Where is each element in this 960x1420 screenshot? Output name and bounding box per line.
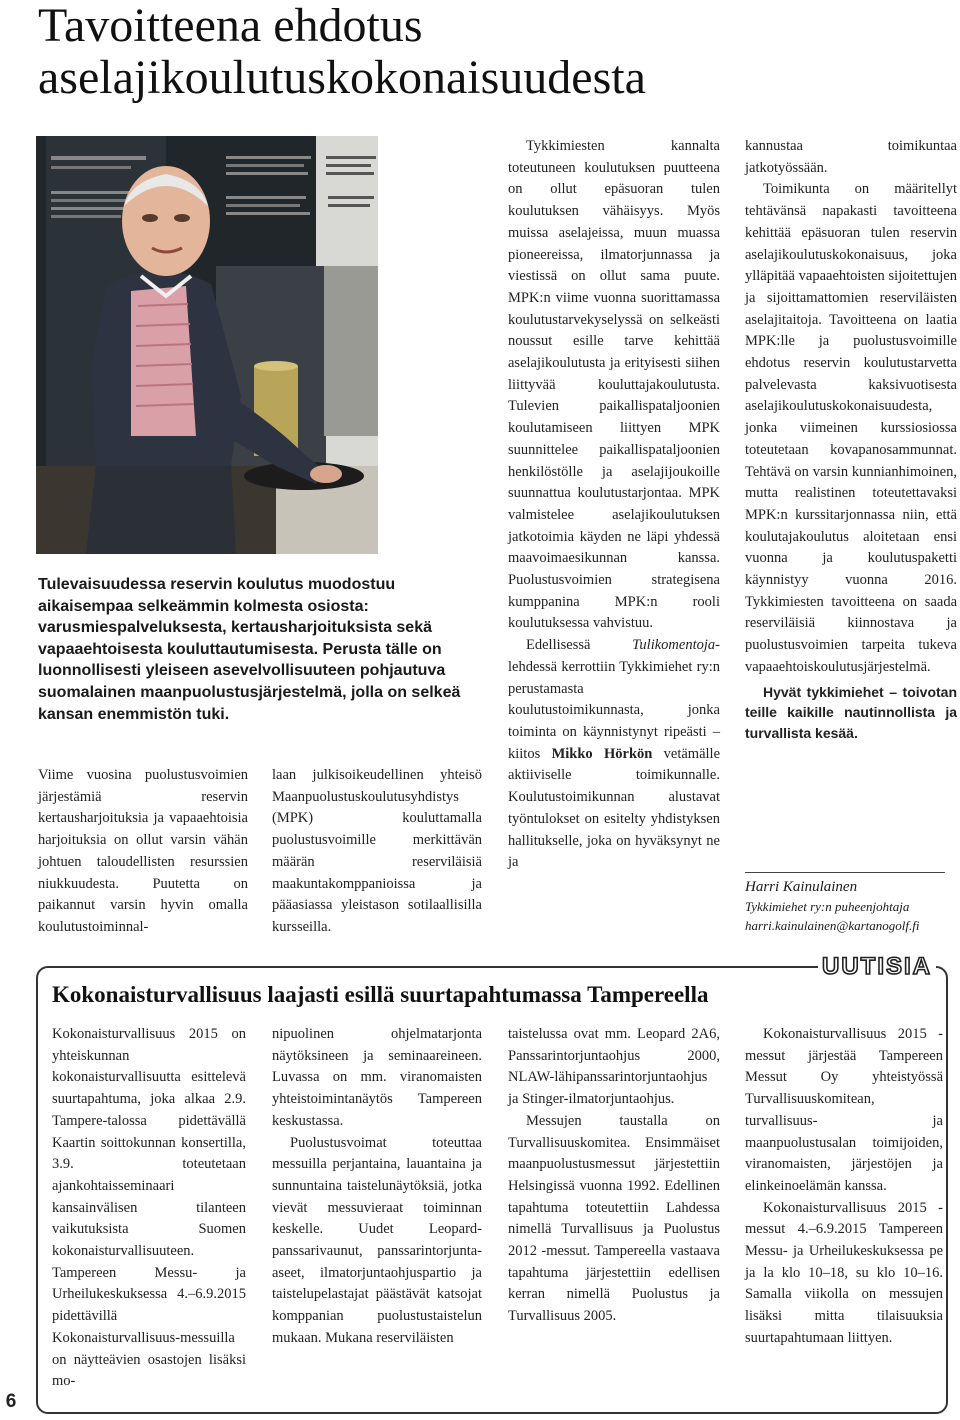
- magazine-name: Tulikomentoja: [632, 637, 716, 654]
- closing-greeting: Hyvät tykkimiehet – toivotan teille kaikille nautinnollista ja turvallista kesää.: [745, 683, 957, 741]
- news-col3-paragraph-2: Messujen taustalla on Turvallisuuskomitea. Ensimmäiset maanpuolustusmessut järjestettiin Helsingissä vuonna 1992. Edellinen tapahtuma toteutettiin Lahdessa nimellä Turvallisuus ja Puolustus 2012 -messut. Tampereella vastaava tapahtuma järjestettiin edellisen kerran nimellä Puolustus ja Turvallisuus 2005.: [508, 1112, 720, 1325]
- news-col4-paragraph-1: Kokonaisturvallisuus 2015 -messut järjestää Tampereen Messut Oy yhteistyössä Turvallisuuskomitean, turvallisuus- ja maanpuolustusalan toimijoiden, viranomaisten, järjestöjen ja elinkeinoelämän kanssa.: [745, 1026, 943, 1194]
- portrait-photo: [36, 136, 378, 554]
- article-column-3: [508, 136, 720, 874]
- signature-block: [745, 872, 955, 935]
- article-col3-paragraph-1: Tykkimiesten kannalta toteutuneen koulutuksen puutteena on ollut epäsuoran tulen koulutuksen vähäisyys. Myös muissa aselajeissa, muun muassa pioneereissa, ilmatorjunnassa ja viestissä on ollut sama puute. MPK:n viime vuonna suorittamassa koulutustarvekyselyssä on selkeästi noussut esille tarve kehittää aselajikoulutusta ja erityisesti siihen liittyvää kouluttajakoulutusta. Tulevien paikallispataljoonien koulutamiseen liittyen MPK suunnittelee paikallispataljoonien henkilöstölle ja aselajijoukoille suunnattua koulutustarjontaa. MPK valmistelee aselajikoulutuksen jatkotoimia käyden ne läpi yhdessä maavoimaesikunnan kanssa. Puolustusvoimien strategisena kumppanina MPK:n rooli koulutuksessa vahvistuu.: [508, 138, 720, 632]
- article-col3-text-b: -lehdessä kerrottiin Tykkimiehet ry:n perustamasta koulutustoimikunnasta, jonka toiminta on käynnistynyt ripeästi – kiitos: [508, 637, 720, 762]
- news-column-1: [52, 1024, 246, 1393]
- article-column-1: [38, 765, 248, 939]
- uutisia-badge-graphic: [818, 951, 936, 979]
- portrait-photo-illustration: [36, 136, 378, 554]
- news-col2-paragraph-1: nipuolinen ohjelmatarjonta näytöksineen ja seminaareineen. Luvassa on mm. viranomaisten yhteistoimintanäytös Tampereen keskustassa.: [272, 1026, 482, 1129]
- news-column-3: [508, 1024, 720, 1328]
- article-col2-text: laan julkisoikeudellinen yhteisö Maanpuolustuskoulutusyhdistys (MPK) kouluttamalla puolustusvoimille merkittävän määrän reserviläisiä maakuntakomppanioissa ja pääasiassa yleistason sotilaallisilla kursseilla.: [272, 767, 482, 935]
- article-col4-paragraph-2: Toimikunta on määritellyt tehtävänsä napakasti tavoitteena kehittää epäsuoran tulen reservin aselajikoulutuskokonaisuus, joka ylläpitää vapaaehtoisten sijoitettujen ja sijoittamattomien reserviläisten aselajitaitoja. Tavoitteena on laatia MPK:lle ja puolustusvoimille ehdotus reservin koulutustarvetta palvelevasta kaksivuotisesta aselajikoulutuskokonaisuudesta, jonka viimeinen kurssiosiossa toteutetaan kovapanosammunnat. Tehtävä on varsin kunnianhimoinen, mutta realistinen toteutettavaksi MPK:n kurssitarjonnassa niin, että koulutajakoulutus aloitetaan ensi vuonna ja koulutuspaketti käynnistyy vuonna 2016. Tykkimiesten tavoitteena on saada reserviläisiä kiinnostava ja puolustusvoimien tarpeita tukeva vapaaehtoiskoulutusjärjestelmä.: [745, 181, 957, 675]
- headline-line-2: aselajikoulutuskokonaisuudesta: [38, 51, 646, 104]
- news-title: Kokonaisturvallisuus laajasti esillä suurtapahtumassa Tampereella: [52, 982, 709, 1007]
- uutisia-badge: [818, 951, 936, 979]
- news-col2-paragraph-2: Puolustusvoimat toteuttaa messuilla perjantaina, lauantaina ja sunnuntaina taistelunäytöksiä, jotka vievät messuvieraat toiminnan keskelle. Uudet Leopard-panssarivaunut, panssarintorjunta-aseet, ilmatorjuntaohjuspartio ja taistelupelastajat päästävät katsojat komppanian puolustustaistelun mukaan. Mukana reserviläisten: [272, 1134, 482, 1346]
- signature-divider: [745, 872, 945, 873]
- news-col1-text: Kokonaisturvallisuus 2015 on yhteiskunnan kokonaisturvallisuutta esittelevä suurtapahtuma, joka alkaa 2.9. Tampere-talossa pidettävällä Kaartin soittokunnan konsertilla, 3.9. toteutetaan ajankohtaisseminaari kansainvälisen tilanteen vaikutuksista Suomen kokonaisturvallisuuteen. Tampereen Messu- ja Urheilukeskuksessa 4.–6.9.2015 pidettävillä Kokonaisturvallisuus-messuilla on näytteävien osastojen lisäksi mo-: [52, 1026, 246, 1390]
- page-number: 6: [0, 1383, 22, 1420]
- news-column-2: [272, 1024, 482, 1350]
- signature-email: harri.kainulainen@kartanogolf.fi: [745, 918, 920, 933]
- article-col1-text: Viime vuosina puolustusvoimien järjestämiä reservin kertausharjoituksia ja vapaaehtoisia harjoituksia on ollut varsin vähän johtuen taloudellisten resurssien niukkuudesta. Puutetta on paikannut varsin hyvin omalla koulutustoiminnal-: [38, 767, 248, 935]
- uutisia-badge-label: UUTISIA: [822, 953, 932, 979]
- news-column-4: [745, 1024, 943, 1350]
- article-column-2: [272, 765, 482, 939]
- lead-paragraph: Tulevaisuudessa reservin koulutus muodostuu aikaisempaa selkeämmin kolmesta osiosta: varusmiespalveluksesta, kertausharjoituksista sekä vapaaehtoisesta kouluttautumisesta. Perusta tälle on luonnollisesti yleiseen asevelvollisuuteen pohjautuva suomalainen maanpuolustusjärjestelmä, jolla on selkeä kansan enemmistön tuki.: [38, 576, 461, 723]
- headline: [38, 0, 918, 104]
- article-col3-paragraph-2: [508, 635, 720, 874]
- article-col4-paragraph-1: kannustaa toimikuntaa jatkotyössään.: [745, 138, 957, 176]
- headline-line-1: Tavoitteena ehdotus: [38, 0, 423, 52]
- signature-name: Harri Kainulainen: [745, 879, 858, 895]
- signature-role: Tykkimiehet ry:n puheenjohtaja: [745, 899, 910, 914]
- article-column-4: [745, 136, 957, 743]
- article-col3-text-c: vetämälle aktiiviselle toimikunnalle. Koulutustoimikunnan alustavat työntulokset on esitelty yhdistyksen hallitukselle, joka on hyväksynyt ne ja: [508, 745, 721, 871]
- news-col4-paragraph-2: Kokonaisturvallisuus 2015 -messut 4.–6.9.2015 Tampereen Messu- ja Urheilukeskuksessa pe ja la klo 10–18, su klo 10–16. Samalla viikolla on messujen lisäksi mitta tilaisuuksia suurtapahtumaan liittyen.: [745, 1199, 943, 1346]
- person-name: Mikko Hörkön: [551, 745, 653, 762]
- news-col3-paragraph-1: taistelussa ovat mm. Leopard 2A6, Panssarintorjuntaohjus 2000, NLAW-lähipanssarintorjuntaohjus ja Stinger-ilmatorjuntaohjus.: [508, 1026, 720, 1108]
- article-col3-text-a: Edellisessä: [526, 637, 633, 654]
